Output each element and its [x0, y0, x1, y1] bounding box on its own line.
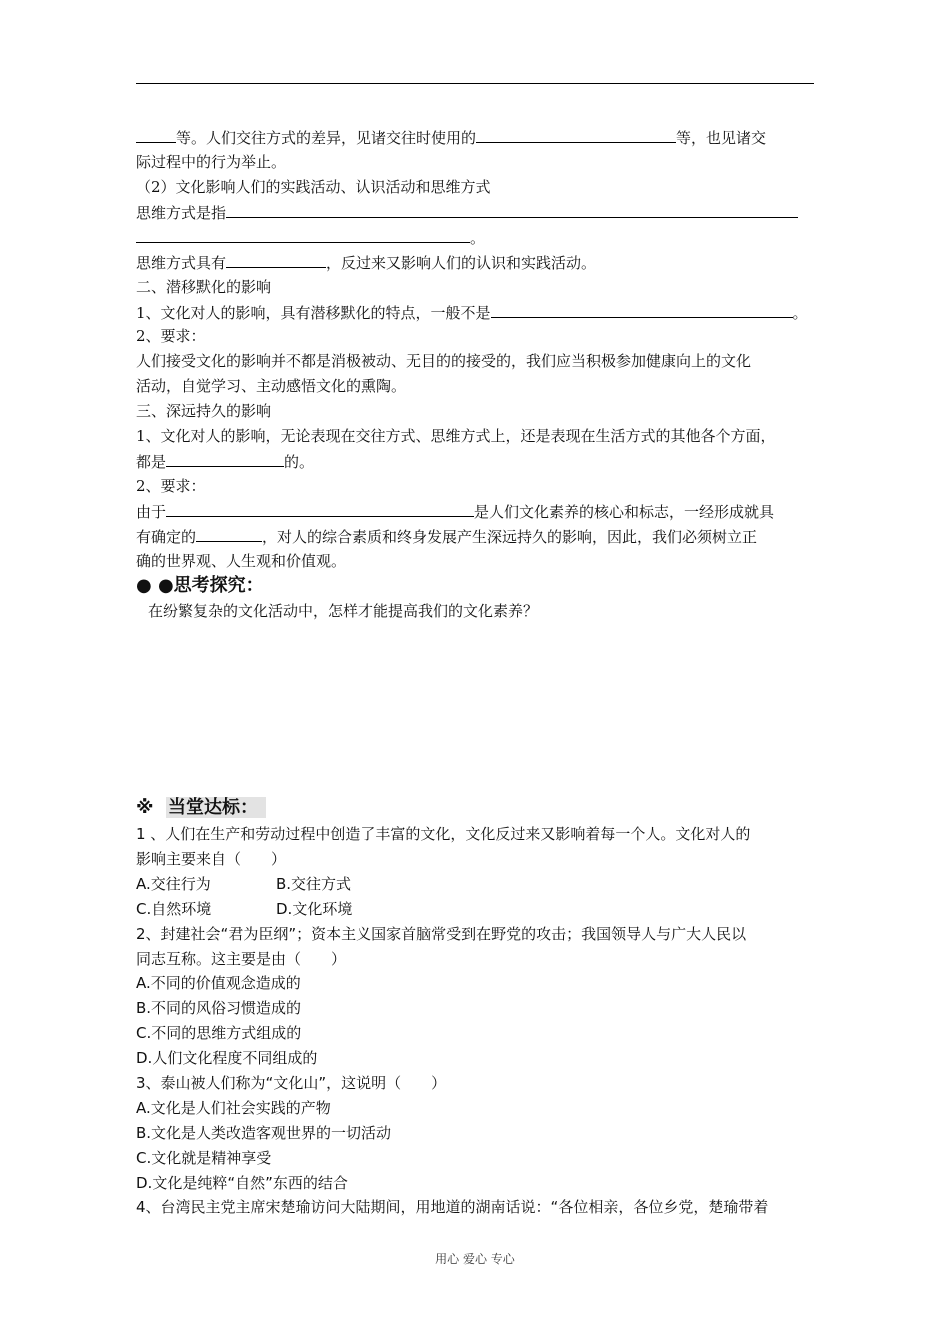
s1-line-2: 际过程中的行为举止。 [136, 153, 287, 171]
q3-option-c[interactable]: C.文化就是精神享受 [136, 1149, 272, 1167]
s1-line-3: （2）文化影响人们的实践活动、认识活动和思维方式 [136, 178, 491, 196]
s1-line-4 [136, 202, 826, 223]
s2-p3: 人们接受文化的影响并不都是消极被动、无目的的接受的，我们应当积极参加健康向上的文化 [136, 352, 752, 370]
text: ，对人的综合素质和终身发展产生深远持久的影响，因此，我们必须树立正 [262, 528, 758, 546]
q1-option-b[interactable]: B.交往方式 [276, 875, 352, 893]
q2-stem-2: 同志互称。这主要是由（ ） [136, 950, 347, 968]
q1-options-row-2 [136, 899, 826, 919]
reference-mark-icon: ※ [136, 797, 154, 818]
s2-p2: 2、要求： [136, 327, 206, 345]
q3-option-a[interactable]: A.文化是人们社会实践的产物 [136, 1099, 331, 1117]
q3-stem: 3、泰山被人们称为“文化山”，这说明（ ） [136, 1074, 447, 1092]
q1-option-a[interactable]: A.交往行为 [136, 875, 211, 893]
q1-stem-2: 影响主要来自（ ） [136, 850, 287, 868]
fill-blank[interactable] [491, 302, 793, 318]
q2-option-b[interactable]: B.不同的风俗习惯造成的 [136, 999, 302, 1017]
s2-p4: 活动，自觉学习、主动感悟文化的熏陶。 [136, 377, 407, 395]
fill-blank[interactable] [166, 501, 474, 517]
text: 。 [792, 304, 808, 322]
s2-title: 二、潜移默化的影响 [136, 278, 272, 296]
quiz-heading [136, 797, 826, 819]
explore-heading: ● ●思考探究： [136, 575, 264, 596]
text: 等，也见诸交 [676, 129, 767, 147]
text: 由于 [136, 503, 167, 521]
explore-question: 在纷繁复杂的文化活动中，怎样才能提高我们的文化素养？ [148, 602, 539, 620]
q1-option-c[interactable]: C.自然环境 [136, 900, 212, 918]
q1-stem-1: 1 、人们在生产和劳动过程中创造了丰富的文化，文化反过来又影响着每一个人。文化对人的 [136, 825, 751, 843]
quiz-title: 当堂达标： [166, 797, 266, 818]
fill-blank[interactable] [136, 227, 470, 243]
fill-blank[interactable] [226, 252, 326, 268]
text: 有确定的 [136, 528, 197, 546]
fill-blank[interactable] [476, 127, 676, 143]
q2-option-d[interactable]: D.人们文化程度不同组成的 [136, 1049, 318, 1067]
s2-p1 [136, 302, 826, 323]
q3-option-b[interactable]: B.文化是人类改造客观世界的一切活动 [136, 1124, 392, 1142]
s3-p1: 1、文化对人的影响，无论表现在交往方式、思维方式上，还是表现在生活方式的其他各个方面， [136, 427, 776, 445]
page-footer: 用心 爱心 专心 [435, 1252, 515, 1266]
text: 思维方式是指 [136, 204, 227, 222]
s3-p4 [136, 501, 826, 522]
s3-p6: 确的世界观、人生观和价值观。 [136, 552, 347, 570]
s1-line-5 [136, 227, 826, 248]
text: 都是 [136, 453, 167, 471]
s3-p5 [136, 526, 826, 547]
q2-option-a[interactable]: A.不同的价值观念造成的 [136, 974, 301, 992]
text: 思维方式具有 [136, 254, 227, 272]
text: 等。人们交往方式的差异，见诸交往时使用的 [176, 129, 477, 147]
q3-option-d[interactable]: D.文化是纯粹“自然”东西的结合 [136, 1174, 348, 1192]
q2-stem-1: 2、封建社会“君为臣纲”；资本主义国家首脑常受到在野党的攻击；我国领导人与广大人民以 [136, 925, 747, 943]
fill-blank[interactable] [196, 526, 262, 542]
s3-title: 三、深远持久的影响 [136, 402, 272, 420]
s1-line-1 [136, 127, 826, 148]
text: ，反过来又影响人们的认识和实践活动。 [326, 254, 597, 272]
text: 1、文化对人的影响，具有潜移默化的特点，一般不是 [136, 304, 491, 322]
q1-options-row-1 [136, 874, 826, 894]
text: 的。 [284, 453, 315, 471]
text: 是人们文化素养的核心和标志，一经形成就具 [474, 503, 775, 521]
s1-line-6 [136, 252, 826, 273]
header-rule [136, 83, 814, 84]
q1-option-d[interactable]: D.文化环境 [276, 900, 353, 918]
text: 。 [470, 229, 486, 247]
fill-blank[interactable] [166, 451, 284, 467]
fill-blank[interactable] [226, 202, 798, 218]
q2-option-c[interactable]: C.不同的思维方式组成的 [136, 1024, 302, 1042]
fill-blank[interactable] [136, 127, 176, 143]
s3-p2 [136, 451, 826, 472]
s3-p3: 2、要求： [136, 477, 206, 495]
q4-stem: 4、台湾民主党主席宋楚瑜访问大陆期间，用地道的湖南话说：“各位相亲，各位乡党，楚瑜带着 [136, 1198, 769, 1216]
